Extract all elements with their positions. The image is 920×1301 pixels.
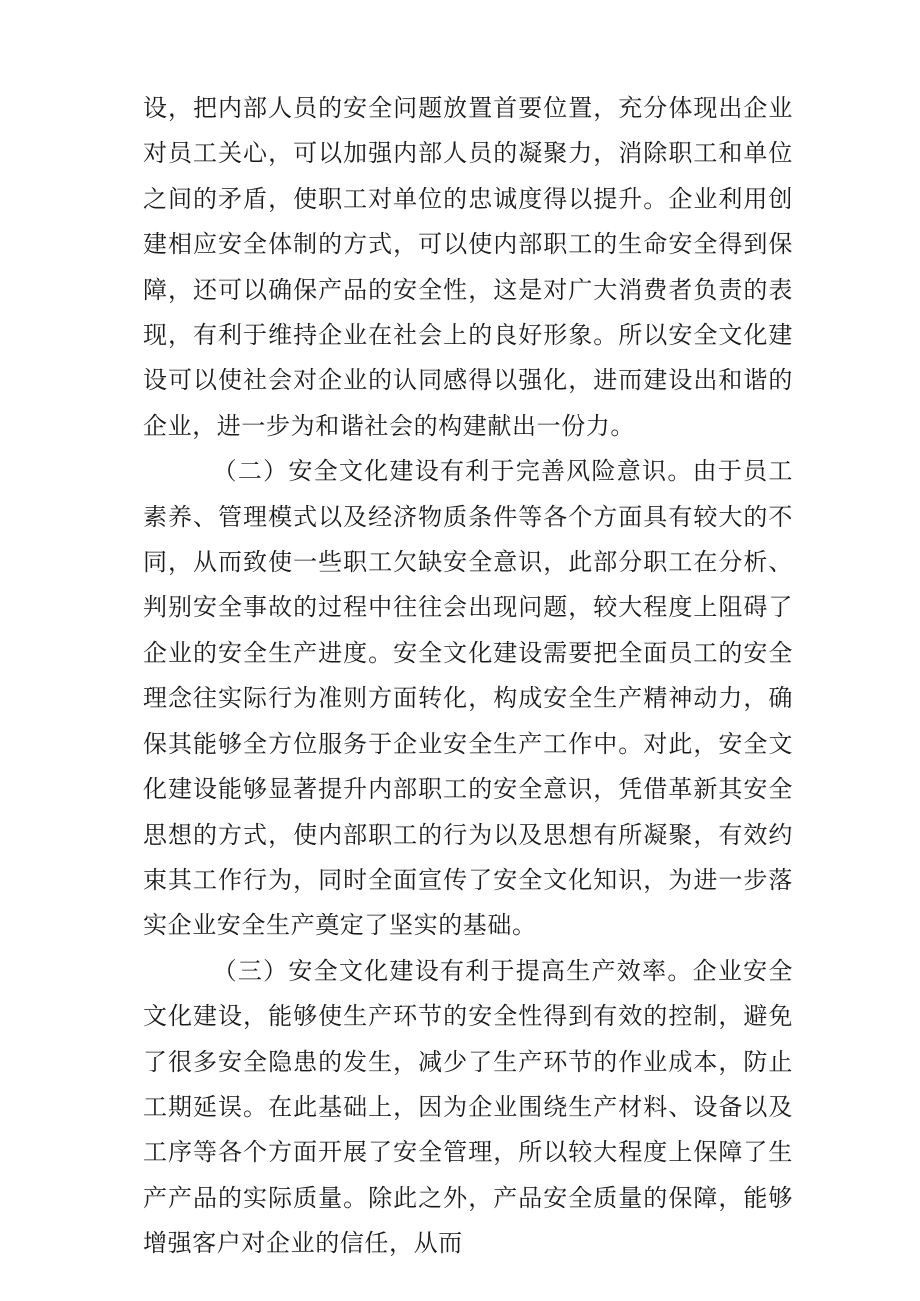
paragraph-section-three: （三）安全文化建设有利于提高生产效率。企业安全文化建设，能够使生产环节的安全性得到有效的控制，避免了很多安全隐患的发生，减少了生产环节的作业成本，防止工期延误。在此基础上，因为企业围绕生产材料、设备以及工序等各个方面开展了安全管理，所以较大程度上保障了生产产品的实际质量。除此之外，产品安全质量的保障，能够增强客户对企业的信任，从而 — [143, 956, 793, 1258]
document-body — [143, 86, 793, 1267]
paragraph-continuation: 设，把内部人员的安全问题放置首要位置，充分体现出企业对员工关心，可以加强内部人员的凝聚力，消除职工和单位之间的矛盾，使职工对单位的忠诚度得以提升。企业利用创建相应安全体制的方式，可以使内部职工的生命安全得到保障，还可以确保产品的安全性，这是对广大消费者负责的表现，有利于维持企业在社会上的良好形象。所以安全文化建设可以使社会对企业的认同感得以强化，进而建设出和谐的企业，进一步为和谐社会的构建献出一份力。 — [143, 94, 793, 440]
paragraph-section-two: （二）安全文化建设有利于完善风险意识。由于员工素养、管理模式以及经济物质条件等各个方面具有较大的不同，从而致使一些职工欠缺安全意识，此部分职工在分析、判别安全事故的过程中往往会出现问题，较大程度上阻碍了企业的安全生产进度。安全文化建设需要把全面员工的安全理念往实际行为准则方面转化，构成安全生产精神动力，确保其能够全方位服务于企业安全生产工作中。对此，安全文化建设能够显著提升内部职工的安全意识，凭借革新其安全思想的方式，使内部职工的行为以及思想有所凝聚，有效约束其工作行为，同时全面宣传了安全文化知识，为进一步落实企业安全生产奠定了坚实的基础。 — [143, 457, 793, 940]
